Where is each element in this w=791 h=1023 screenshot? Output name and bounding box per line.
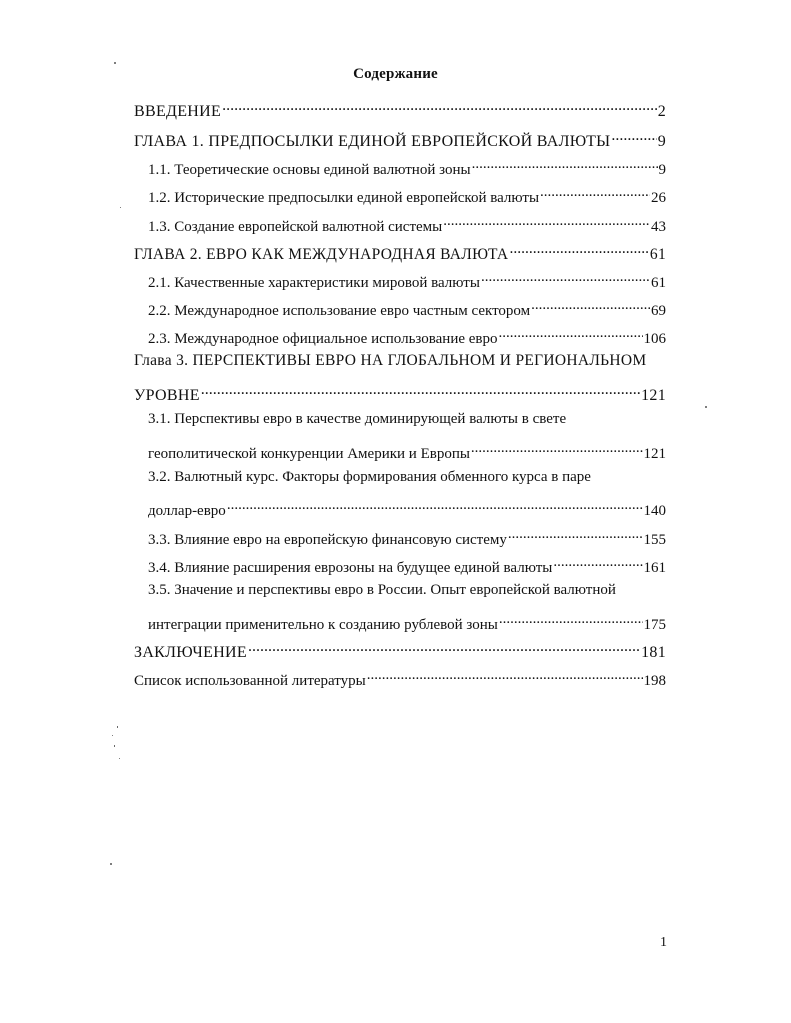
toc-entry-label: 2.3. Международное официальное использование евро <box>148 331 498 347</box>
toc-entry-chapter-1[interactable] <box>134 126 666 152</box>
toc-entry-section-3-1[interactable] <box>148 438 666 464</box>
leader-dots <box>472 154 658 174</box>
toc-entry-label: Список использованной литературы <box>134 673 366 689</box>
leader-dots <box>531 295 650 315</box>
leader-dots <box>611 126 656 146</box>
toc-entry-page: 161 <box>643 560 666 576</box>
toc-entry-label: УРОВНЕ <box>134 387 200 404</box>
leader-dots <box>471 438 643 458</box>
leader-dots <box>508 524 643 544</box>
toc-entry-section-3-1-line1[interactable]: 3.1. Перспективы евро в качестве доминирующей валюты в свете <box>148 411 567 427</box>
scan-speck <box>112 735 113 736</box>
toc-entry-label: 1.2. Исторические предпосылки единой европейской валюты <box>148 190 540 206</box>
leader-dots <box>509 239 648 259</box>
scan-speck <box>110 863 112 865</box>
toc-entry-chapter-3-line1[interactable]: Глава 3. ПЕРСПЕКТИВЫ ЕВРО НА ГЛОБАЛЬНОМ И РЕГИОНАЛЬНОМ <box>134 352 647 369</box>
toc-entry-page: 9 <box>657 133 666 150</box>
toc-entry-label: ВВЕДЕНИЕ <box>134 103 222 120</box>
scan-speck <box>114 745 115 747</box>
toc-entry-label: 3.4. Влияние расширения еврозоны на будущее единой валюты <box>148 560 553 576</box>
toc-entry-page: 69 <box>651 303 666 319</box>
toc-entry-section-3-3[interactable] <box>148 524 666 550</box>
toc-entry-references[interactable] <box>134 665 666 691</box>
toc-entry-label: 2.1. Качественные характеристики мировой валюты <box>148 275 480 291</box>
toc-entry-label: ГЛАВА 2. ЕВРО КАК МЕЖДУНАРОДНАЯ ВАЛЮТА <box>134 246 509 263</box>
page-title: Содержание <box>353 66 438 82</box>
toc-entry-label: 2.2. Международное использование евро частным сектором <box>148 303 531 319</box>
leader-dots <box>248 637 640 657</box>
toc-entry-page: 175 <box>643 617 666 633</box>
scan-speck <box>117 726 118 728</box>
scan-speck <box>120 207 121 208</box>
toc-entry-section-2-3[interactable] <box>148 323 666 349</box>
toc-entry-page: 61 <box>651 275 666 291</box>
toc-entry-section-3-5[interactable] <box>148 609 666 635</box>
toc-entry-page: 181 <box>641 644 666 661</box>
toc-entry-label: 1.3. Создание европейской валютной системы <box>148 219 443 235</box>
toc-entry-section-1-2[interactable] <box>148 182 666 208</box>
leader-dots <box>481 267 650 287</box>
toc-entry-page: 9 <box>658 162 666 178</box>
toc-entry-section-3-5-line1[interactable]: 3.5. Значение и перспективы евро в России. Опыт европейской валютной <box>148 582 616 598</box>
toc-entry-page: 121 <box>643 446 666 462</box>
toc-entry-label: интеграции применительно к созданию рублевой зоны <box>148 617 498 633</box>
toc-entry-page: 121 <box>641 387 666 404</box>
page-number: 1 <box>660 935 667 950</box>
leader-dots <box>499 609 643 629</box>
toc-entry-section-2-1[interactable] <box>148 267 666 293</box>
scan-speck <box>114 62 116 64</box>
toc-entry-page: 155 <box>643 532 666 548</box>
toc-entry-page: 106 <box>643 331 666 347</box>
toc-entry-section-1-1[interactable] <box>148 154 666 180</box>
toc-entry-page: 43 <box>651 219 666 235</box>
leader-dots <box>201 380 640 400</box>
toc-entry-label: геополитической конкуренции Америки и Европы <box>148 446 470 462</box>
toc-entry-conclusion[interactable] <box>134 637 666 663</box>
toc-entry-page: 2 <box>657 103 666 120</box>
toc-entry-section-3-2-line1[interactable]: 3.2. Валютный курс. Факторы формирования обменного курса в паре <box>148 469 591 485</box>
leader-dots <box>553 552 642 572</box>
toc-entry-label: ГЛАВА 1. ПРЕДПОСЫЛКИ ЕДИНОЙ ЕВРОПЕЙСКОЙ ВАЛЮТЫ <box>134 133 611 150</box>
leader-dots <box>222 96 657 116</box>
scan-speck <box>119 758 120 759</box>
toc-entry-page: 198 <box>643 673 666 689</box>
toc-entry-section-1-3[interactable] <box>148 211 666 237</box>
toc-entry-section-2-2[interactable] <box>148 295 666 321</box>
leader-dots <box>443 211 650 231</box>
toc-entry-section-3-2[interactable] <box>148 495 666 521</box>
toc-entry-label: 3.3. Влияние евро на европейскую финансовую систему <box>148 532 507 548</box>
toc-entry-chapter-2[interactable] <box>134 239 666 265</box>
leader-dots <box>367 665 643 685</box>
toc-entry-label: доллар-евро <box>148 503 226 519</box>
leader-dots <box>540 182 650 202</box>
leader-dots <box>227 495 643 515</box>
toc-entry-page: 26 <box>651 190 666 206</box>
toc-entry-page: 140 <box>643 503 666 519</box>
toc-entry-intro[interactable] <box>134 96 666 122</box>
toc-entry-section-3-4[interactable] <box>148 552 666 578</box>
toc-entry-label: ЗАКЛЮЧЕНИЕ <box>134 644 247 661</box>
toc-entry-label: 1.1. Теоретические основы единой валютной зоны <box>148 162 471 178</box>
leader-dots <box>499 323 643 343</box>
toc-entry-page: 61 <box>649 246 666 263</box>
toc-entry-chapter-3[interactable] <box>134 380 666 406</box>
scan-speck <box>705 406 707 408</box>
